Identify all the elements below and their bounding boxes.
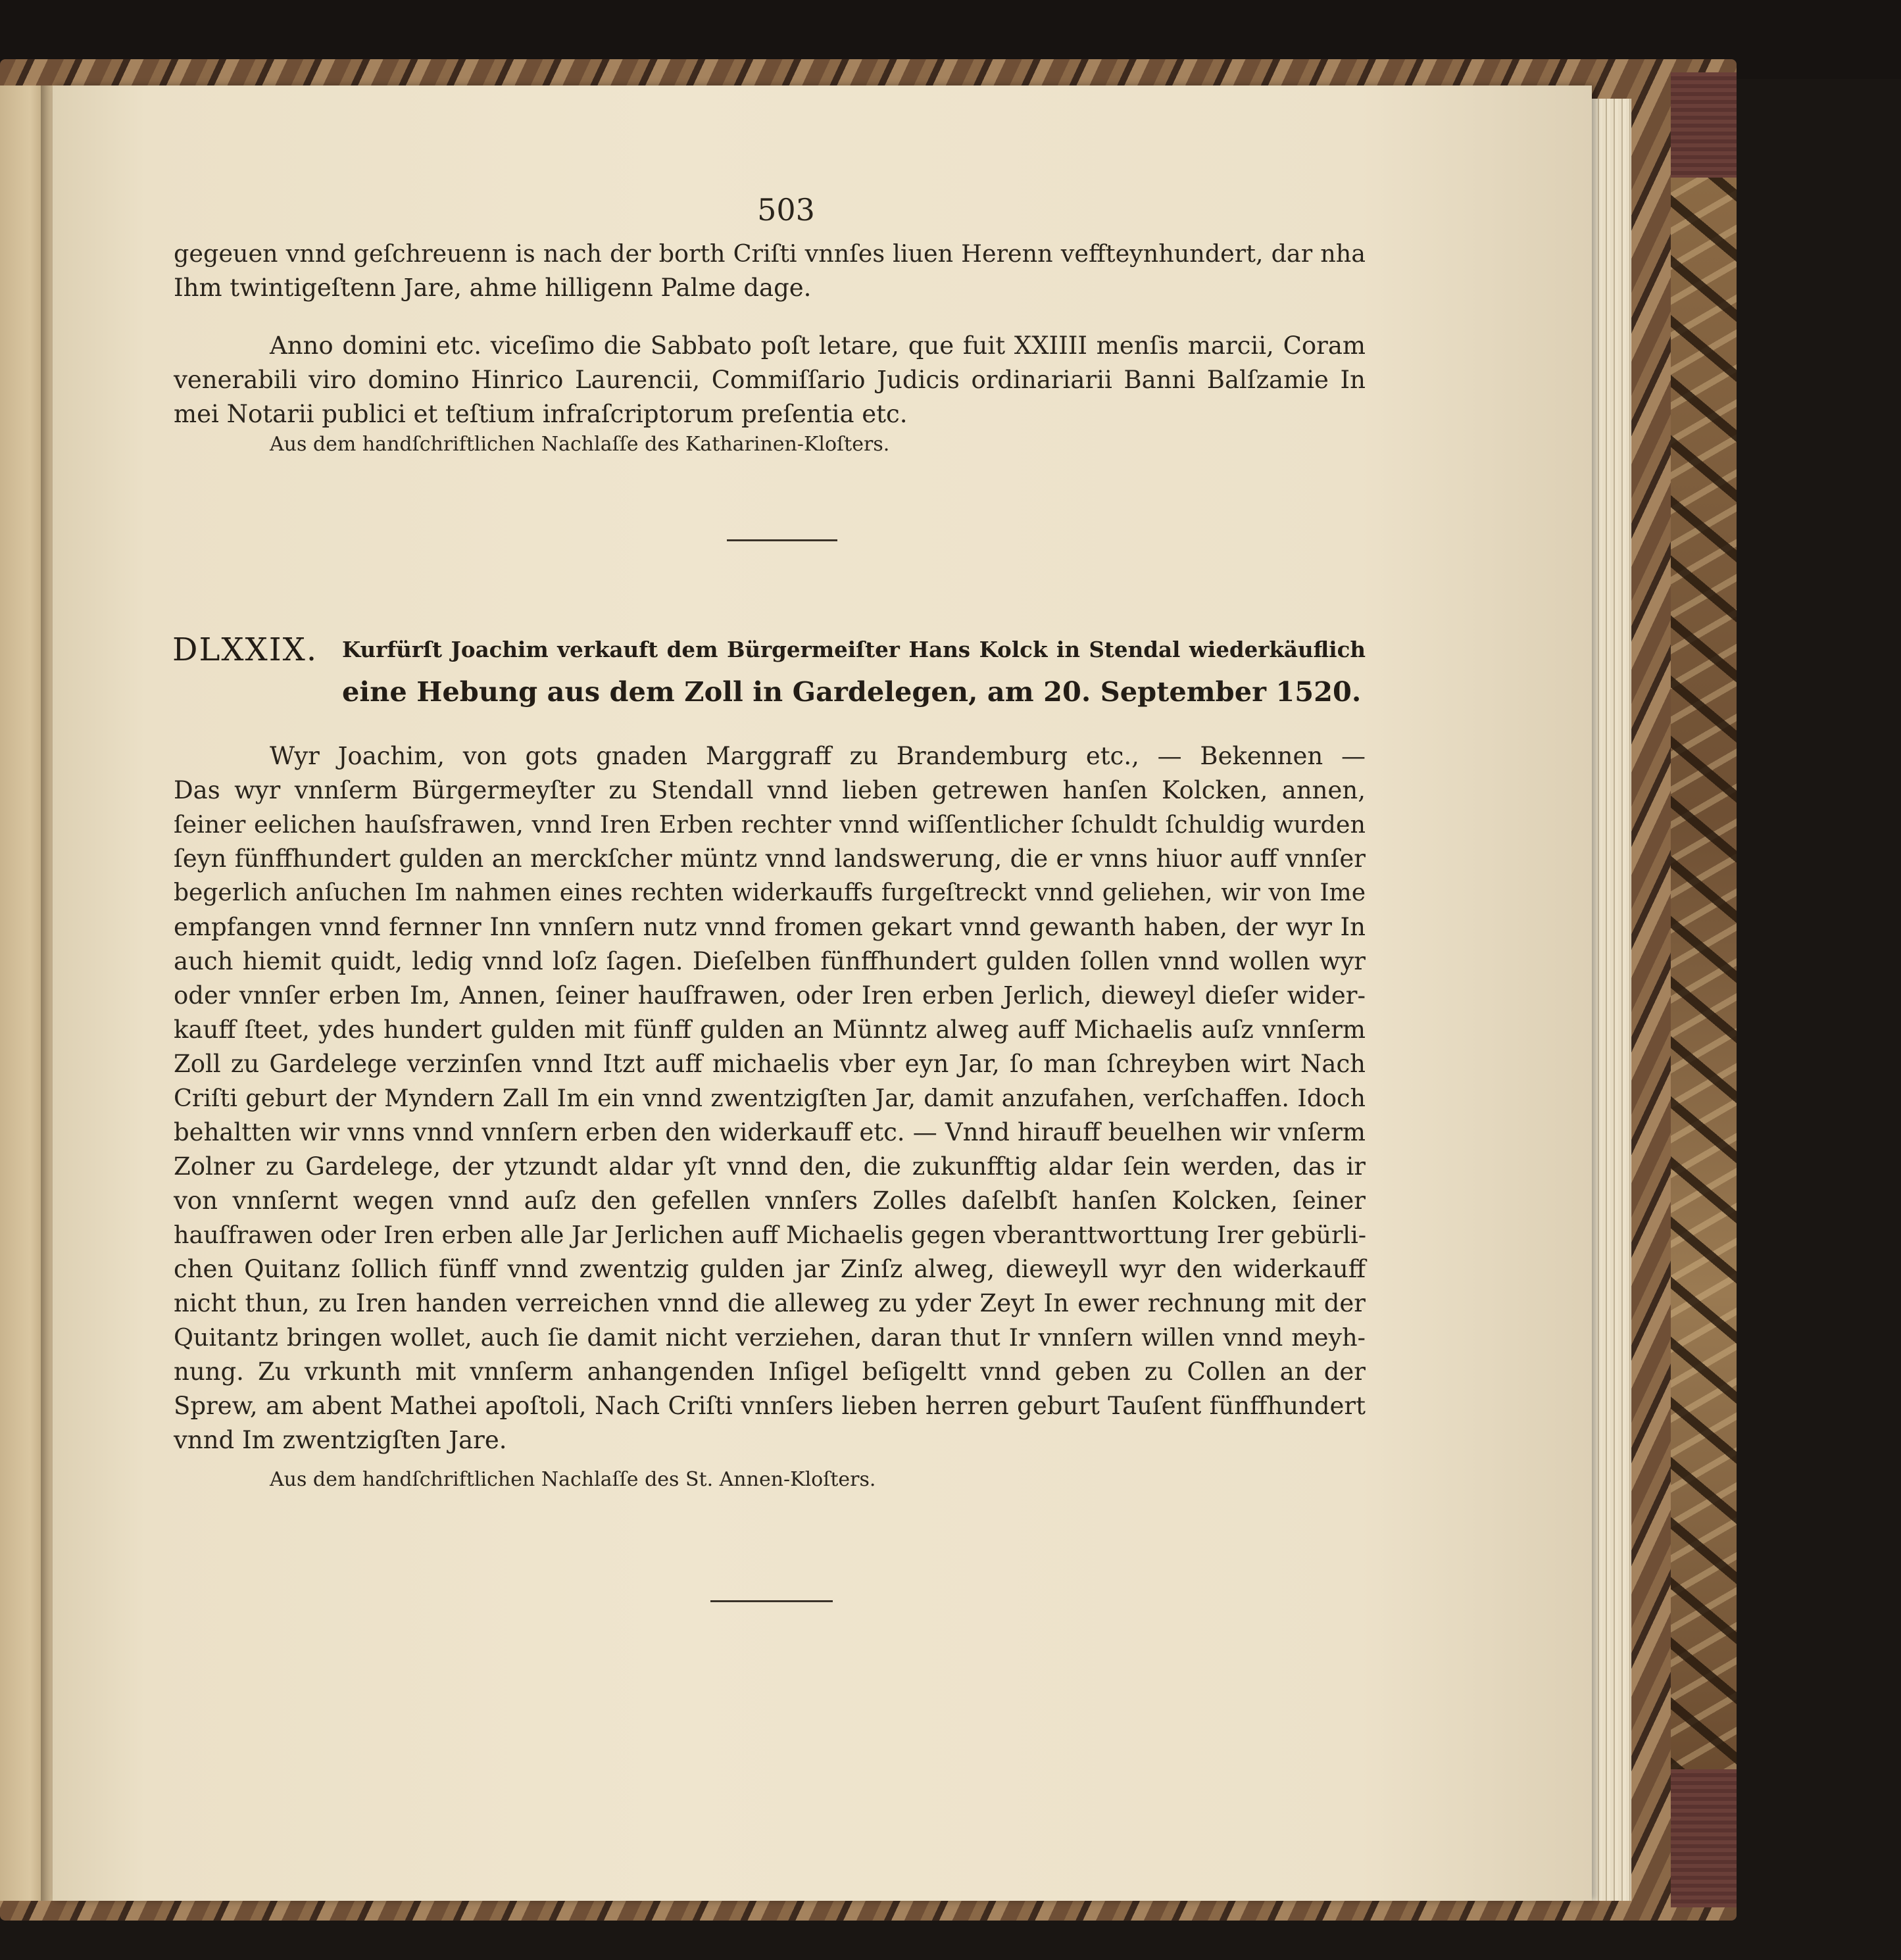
- section-divider: [710, 1600, 833, 1602]
- source-note: Aus dem handſchriftlichen Nachlaſſe des St. Annen-Kloſters.: [270, 1468, 876, 1491]
- text-line: Das wyr vnnſerm Bürgermeyſter zu Stendall vnnd lieben getrewen hanſen Kolcken, annen,: [174, 776, 1366, 804]
- text-line: chen Quitanz ſollich fünff vnnd zwentzig gulden jar Zinſz alweg, dieweyll wyr den widerkauff: [174, 1255, 1366, 1283]
- text-line: von vnnſernt wegen vnnd auſz den gefellen vnnſers Zolles daſelbſt hanſen Kolcken, ſeiner: [174, 1187, 1366, 1215]
- text-line: Zoll zu Gardelege verzinſen vnnd Itzt auff michaelis vber eyn Jar, ſo man ſchreyben wirt Nach: [174, 1050, 1366, 1078]
- text-line: mei Notarii publici et teſtium infraſcriptorum preſentia etc.: [174, 400, 908, 428]
- text-line: Criſti geburt der Myndern Zall Im ein vnnd zwentzigſten Jar, damit anzufahen, verſchaffen. Idoch: [174, 1084, 1366, 1112]
- document-title-line: eine Hebung aus dem Zoll in Gardelegen, am 20. September 1520.: [342, 675, 1362, 708]
- document-number: DLXXIX.: [172, 631, 318, 668]
- text-line: auch hiemit quidt, ledig vnnd loſz ſagen. Dieſelben fünffhundert gulden ſollen vnnd wollen wyr: [174, 947, 1366, 975]
- text-line: empfangen vnnd fernner Inn vnnſern nutz vnnd fromen gekart vnnd gewanth haben, der wyr In: [174, 913, 1366, 941]
- text-line: Anno domini etc. viceſimo die Sabbato poſt letare, que fuit XXIIII menſis marcii, Coram: [270, 331, 1366, 360]
- text-line: oder vnnſer erben Im, Annen, ſeiner hauſfrawen, oder Iren erben Jerlich, dieweyl dieſer wider-: [174, 981, 1366, 1010]
- page-number: 503: [757, 192, 815, 228]
- text-line: vnnd Im zwentzigſten Jare.: [174, 1426, 507, 1454]
- text-line: hauſfrawen oder Iren erben alle Jar Jerlichen auff Michaelis gegen vberanttworttung Irer gebürli-: [174, 1221, 1367, 1249]
- document-title-line: Kurfürſt Joachim verkauft dem Bürgermeiſter Hans Kolck in Stendal wiederkäuflich: [342, 637, 1366, 662]
- text-line: gegeuen vnnd geſchreuenn is nach der borth Criſti vnnſes liuen Herenn veffteynhundert, dar nha: [174, 239, 1366, 268]
- text-line: nung. Zu vrkunth mit vnnſerm anhangenden Inſigel beſigeltt vnnd geben zu Collen an der: [174, 1358, 1366, 1386]
- text-line: Zolner zu Gardelege, der ytzundt aldar yſt vnnd den, die zukunfftig aldar ſein werden, das ir: [174, 1152, 1366, 1181]
- text-line: ſeiner eelichen hauſsfrawen, vnnd Iren Erben rechter vnnd wiſſentlicher ſchuldt ſchuldig wurden: [174, 810, 1366, 839]
- text-line: venerabili viro domino Hinrico Laurencii, Commiſſario Judicis ordinariarii Banni Balſzamie In: [174, 366, 1366, 394]
- text-line: nicht thun, zu Iren handen verreichen vnnd die alleweg zu yder Zeyt In ewer rechnung mit der: [174, 1289, 1366, 1317]
- text-line: begerlich anſuchen Im nahmen eines rechten widerkauffs furgeſtreckt vnnd geliehen, wir von Ime: [174, 879, 1366, 906]
- text-line: kauff ſteet, ydes hundert gulden mit fünff gulden an Münntz alweg auff Michaelis auſz vnnſerm: [174, 1016, 1366, 1044]
- section-divider: [727, 539, 837, 541]
- text-line: behaltten wir vnns vnnd vnnſern erben den widerkauff etc. — Vnnd hirauff beuelhen wir vnſerm: [174, 1118, 1366, 1146]
- text-line: Quitantz bringen wollet, auch ſie damit nicht verziehen, daran thut Ir vnnſern willen vnnd meyh-: [174, 1323, 1366, 1352]
- text-line: ſeyn fünffhundert gulden an merckſcher müntz vnnd landswerung, die er vnns hiuor auff vnnſer: [174, 845, 1366, 873]
- text-line: Wyr Joachim, von gots gnaden Marggraff zu Brandemburg etc., — Bekennen —: [270, 742, 1366, 770]
- marbled-edge: [1671, 178, 1737, 1769]
- text-line: Ihm twintigeſtenn Jare, ahme hilligenn Palme dage.: [174, 274, 812, 302]
- source-note: Aus dem handſchriftlichen Nachlaſſe des Katharinen-Kloſters.: [270, 433, 890, 456]
- text-line: Sprew, am abent Mathei apoſtoli, Nach Criſti vnnſers lieben herren geburt Tauſent fünffhundert: [174, 1392, 1366, 1420]
